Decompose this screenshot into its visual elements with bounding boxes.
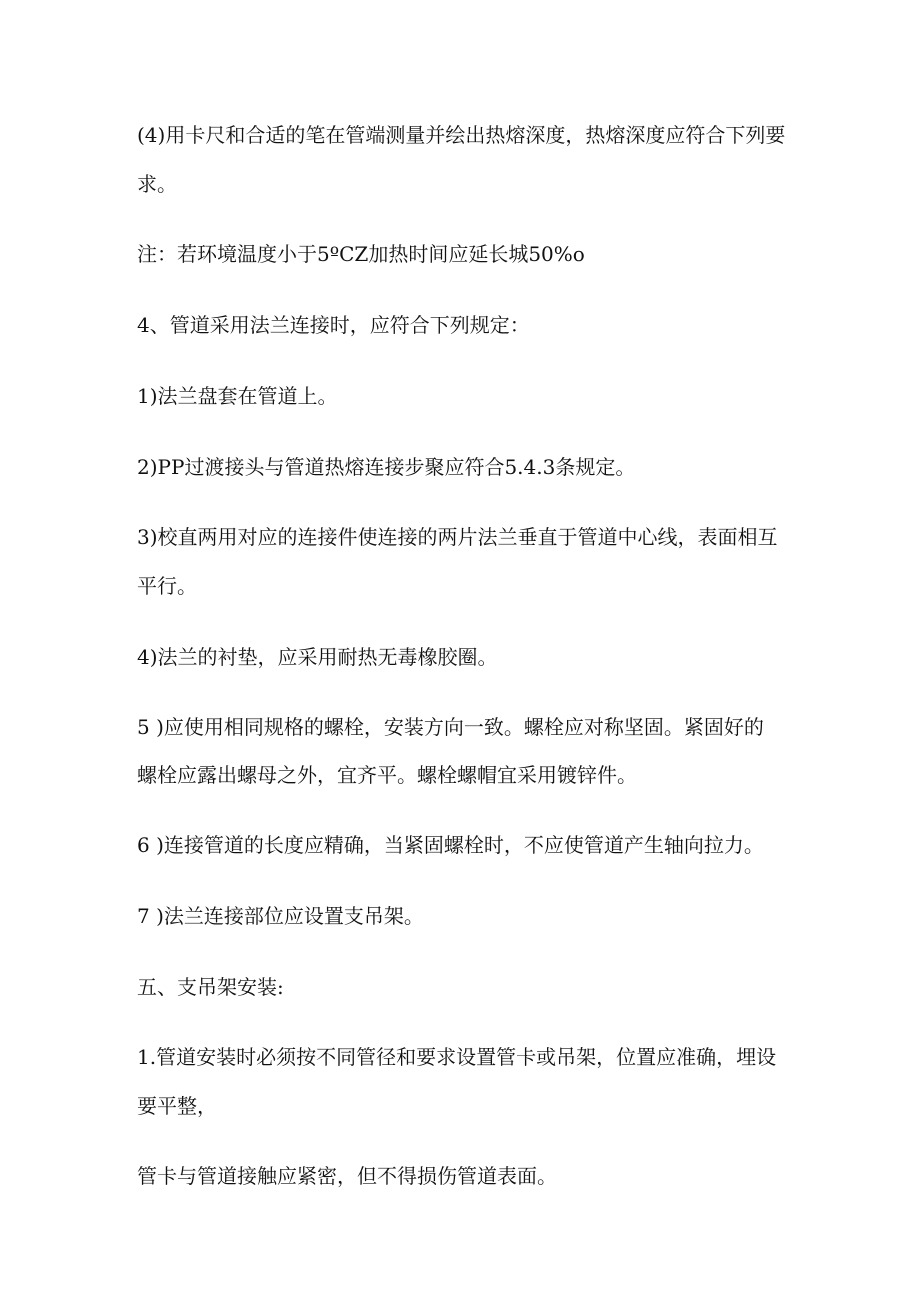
text-line: 求。 — [137, 172, 177, 196]
note-line: 注：若环境温度小于5ºCZ加热时间应延长城50%o — [137, 242, 585, 266]
list-item: 1)法兰盘套在管道上。 — [137, 384, 338, 408]
list-item-continuation: 要平整， — [137, 1094, 217, 1118]
text-line: 管卡与管道接触应紧密，但不得损伤管道表面。 — [137, 1164, 557, 1188]
list-item: 3)校直两用对应的连接件使连接的两片法兰垂直于管道中心线，表面相互 — [137, 525, 778, 549]
text-line: (4)用卡尺和合适的笔在管端测量并绘出热熔深度，热熔深度应符合下列要 — [137, 123, 786, 147]
list-item-continuation: 平行。 — [137, 574, 197, 598]
list-item: 2)PP过渡接头与管道热熔连接步聚应符合5.4.3条规定。 — [137, 455, 636, 479]
list-item: 4)法兰的衬垫，应采用耐热无毒橡胶圈。 — [137, 645, 498, 669]
list-item: 6 )连接管道的长度应精确，当紧固螺栓时，不应使管道产生轴向拉力。 — [137, 833, 764, 857]
section-heading: 五、支吊架安装: — [137, 975, 284, 999]
list-item: 5 )应使用相同规格的螺栓，安装方向一致。螺栓应对称坚固。紧固好的 — [137, 715, 764, 739]
section-heading: 4、管道采用法兰连接时，应符合下列规定： — [137, 313, 530, 337]
list-item: 1.管道安装时必须按不同管径和要求设置管卡或吊架，位置应准确，埋设 — [137, 1045, 777, 1069]
list-item: 7 )法兰连接部位应设置支吊架。 — [137, 904, 424, 928]
list-item-continuation: 螺栓应露出螺母之外，宜齐平。螺栓螺帽宜采用镀锌件。 — [137, 763, 637, 787]
